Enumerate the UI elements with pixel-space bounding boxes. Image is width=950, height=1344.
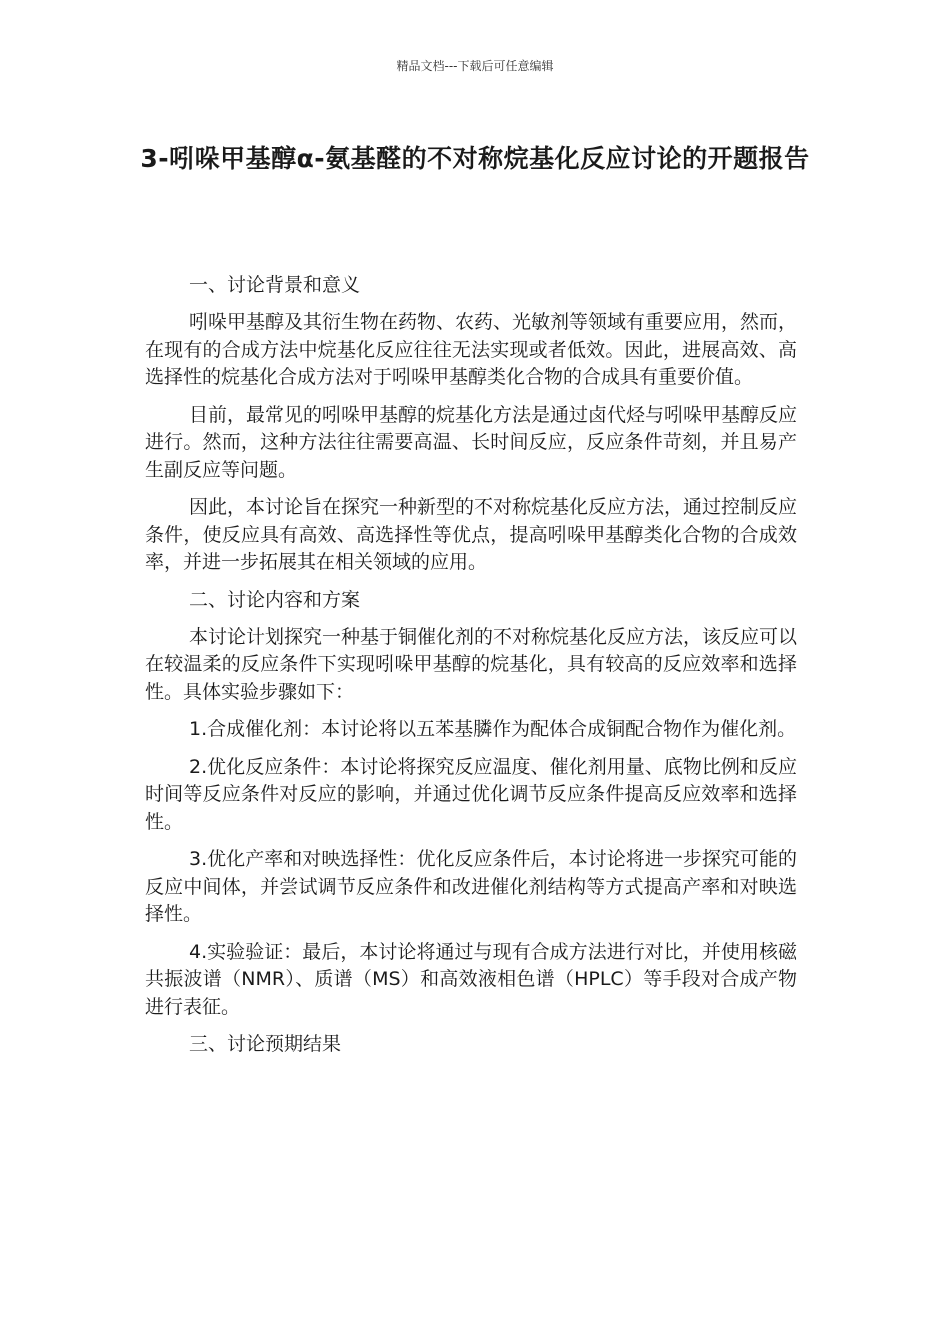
section-heading-content-plan: 二、讨论内容和方案 xyxy=(189,588,361,611)
paragraph: 吲哚甲基醇及其衍生物在药物、农药、光敏剂等领域有重要应用，然而，在现有的合成方法中烷基化反应往往无法实现或者低效。因此，进展高效、高选择性的烷基化合成方法对于吲哚甲基醇类化合物的合成具有重要价值。 xyxy=(145,311,798,388)
section-heading-expected-results: 三、讨论预期结果 xyxy=(189,1033,342,1055)
paragraph: 本讨论计划探究一种基于铜催化剂的不对称烷基化反应方法，该反应可以在较温柔的反应条件下实现吲哚甲基醇的烷基化，具有较高的反应效率和选择性。具体实验步骤如下： xyxy=(145,625,798,703)
document-body xyxy=(145,272,797,1068)
paragraph-step: 1.合成催化剂：本讨论将以五苯基膦作为配体合成铜配合物作为催化剂。 xyxy=(189,718,797,740)
section-heading-background: 一、讨论背景和意义 xyxy=(189,274,361,296)
document-title: 3-吲哚甲基醇α-氨基醛的不对称烷基化反应讨论的开题报告 xyxy=(140,144,810,173)
paragraph: 目前，最常见的吲哚甲基醇的烷基化方法是通过卤代烃与吲哚甲基醇反应进行。然而，这种方法往往需要高温、长时间反应，反应条件苛刻，并且易产生副反应等问题。 xyxy=(145,403,798,481)
paragraph: 因此，本讨论旨在探究一种新型的不对称烷基化反应方法，通过控制反应条件，使反应具有高效、高选择性等优点，提高吲哚甲基醇类化合物的合成效率，并进一步拓展其在相关领域的应用。 xyxy=(145,496,798,573)
page-header-note: 精品文档---下载后可任意编辑 xyxy=(396,59,554,73)
paragraph-step: 4.实验验证：最后，本讨论将通过与现有合成方法进行对比，并使用核磁共振波谱（NMR）、质谱（MS）和高效液相色谱（HPLC）等手段对合成产物进行表征。 xyxy=(145,940,797,1018)
paragraph-step: 3.优化产率和对映选择性：优化反应条件后，本讨论将进一步探究可能的反应中间体，并尝试调节反应条件和改进催化剂结构等方式提高产率和对映选择性。 xyxy=(145,848,797,925)
paragraph-step: 2.优化反应条件：本讨论将探究反应温度、催化剂用量、底物比例和反应时间等反应条件对反应的影响，并通过优化调节反应条件提高反应效率和选择性。 xyxy=(145,755,797,833)
